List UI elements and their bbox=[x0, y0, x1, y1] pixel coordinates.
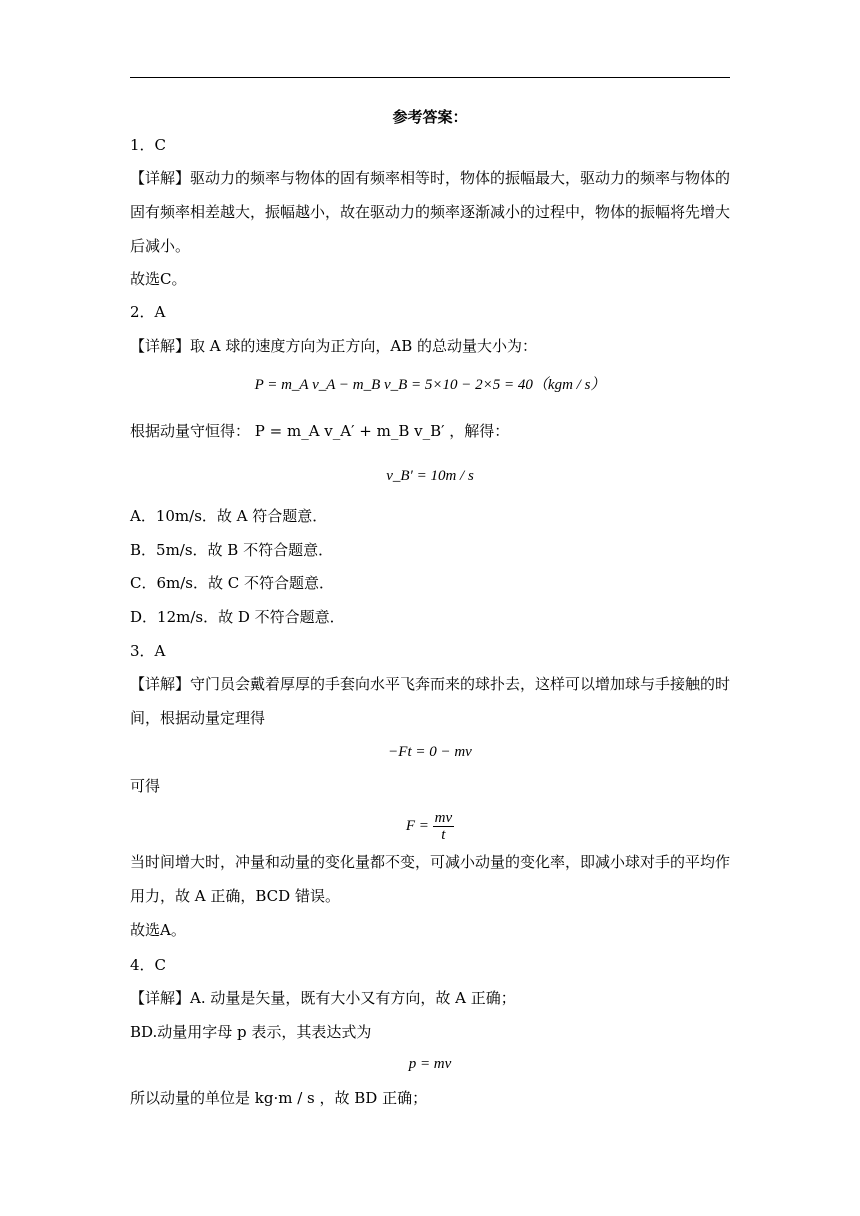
q3-text-3-line-2: 用力，故 A 正确，BCD 错误。 bbox=[130, 887, 340, 905]
q3-eq2-lhs: F = bbox=[405, 818, 429, 834]
q3-eq2-fraction bbox=[433, 810, 455, 843]
q1-detail-line-2: 固有频率相差越大，振幅越小，故在驱动力的频率逐渐减小的过程中，物体的振幅将先增大 bbox=[130, 203, 731, 221]
q4-equation: p = mv bbox=[408, 1056, 452, 1072]
q1-detail-line-1: 【详解】驱动力的频率与物体的固有频率相等时，物体的振幅最大，驱动力的频率与物体的 bbox=[130, 169, 731, 187]
q3-conclusion: 故选A。 bbox=[130, 921, 186, 939]
q1-answer: 1．C bbox=[130, 136, 167, 154]
q2-option-a: A．10m/s．故 A 符合题意． bbox=[130, 507, 328, 525]
q4-bd-line: BD.动量用字母 p 表示，其表达式为 bbox=[130, 1023, 372, 1041]
q3-detail-line-1: 【详解】守门员会戴着厚厚的手套向水平飞奔而来的球扑去，这样可以增加球与手接触的时 bbox=[130, 675, 731, 693]
q2-option-c: C．6m/s．故 C 不符合题意． bbox=[130, 574, 335, 592]
header-rule bbox=[130, 77, 730, 78]
q3-eq2-numerator: mv bbox=[434, 810, 453, 827]
q1-detail-line-3: 后减小。 bbox=[130, 237, 191, 255]
q2-equation-2: v_B′ = 10m / s bbox=[386, 468, 474, 484]
q2-equation-1: P = m_A v_A − m_B v_B = 5×10 − 2×5 = 40（kgm / s） bbox=[254, 377, 606, 393]
q3-equation-1: −Ft = 0 − mv bbox=[388, 744, 472, 760]
q4-unit-line: 所以动量的单位是 kg·m / s ，故 BD 正确； bbox=[130, 1089, 428, 1107]
q3-answer: 3．A bbox=[130, 642, 166, 660]
q3-equation-2 bbox=[130, 808, 730, 844]
q3-eq2-denominator: t bbox=[441, 827, 446, 844]
q3-text-2: 可得 bbox=[130, 777, 161, 795]
q3-text-3-line-1: 当时间增大时，冲量和动量的变化量都不变，可减小动量的变化率，即减小球对手的平均作 bbox=[130, 853, 731, 871]
page-title: 参考答案： bbox=[392, 108, 468, 126]
q2-option-b: B．5m/s．故 B 不符合题意． bbox=[130, 541, 334, 559]
q4-detail: 【详解】A. 动量是矢量，既有大小又有方向，故 A 正确； bbox=[130, 989, 516, 1007]
q3-detail-line-2: 间，根据动量定理得 bbox=[130, 709, 266, 727]
q2-line-2: 根据动量守恒得： P = m_A v_A′ + m_B v_B′ ，解得： bbox=[130, 422, 510, 440]
q1-conclusion: 故选C。 bbox=[130, 270, 187, 288]
q4-answer: 4．C bbox=[130, 956, 167, 974]
q2-answer: 2．A bbox=[130, 303, 166, 321]
q2-detail: 【详解】取 A 球的速度方向为正方向，AB 的总动量大小为： bbox=[130, 337, 537, 355]
q2-option-d: D．12m/s．故 D 不符合题意． bbox=[130, 608, 345, 626]
